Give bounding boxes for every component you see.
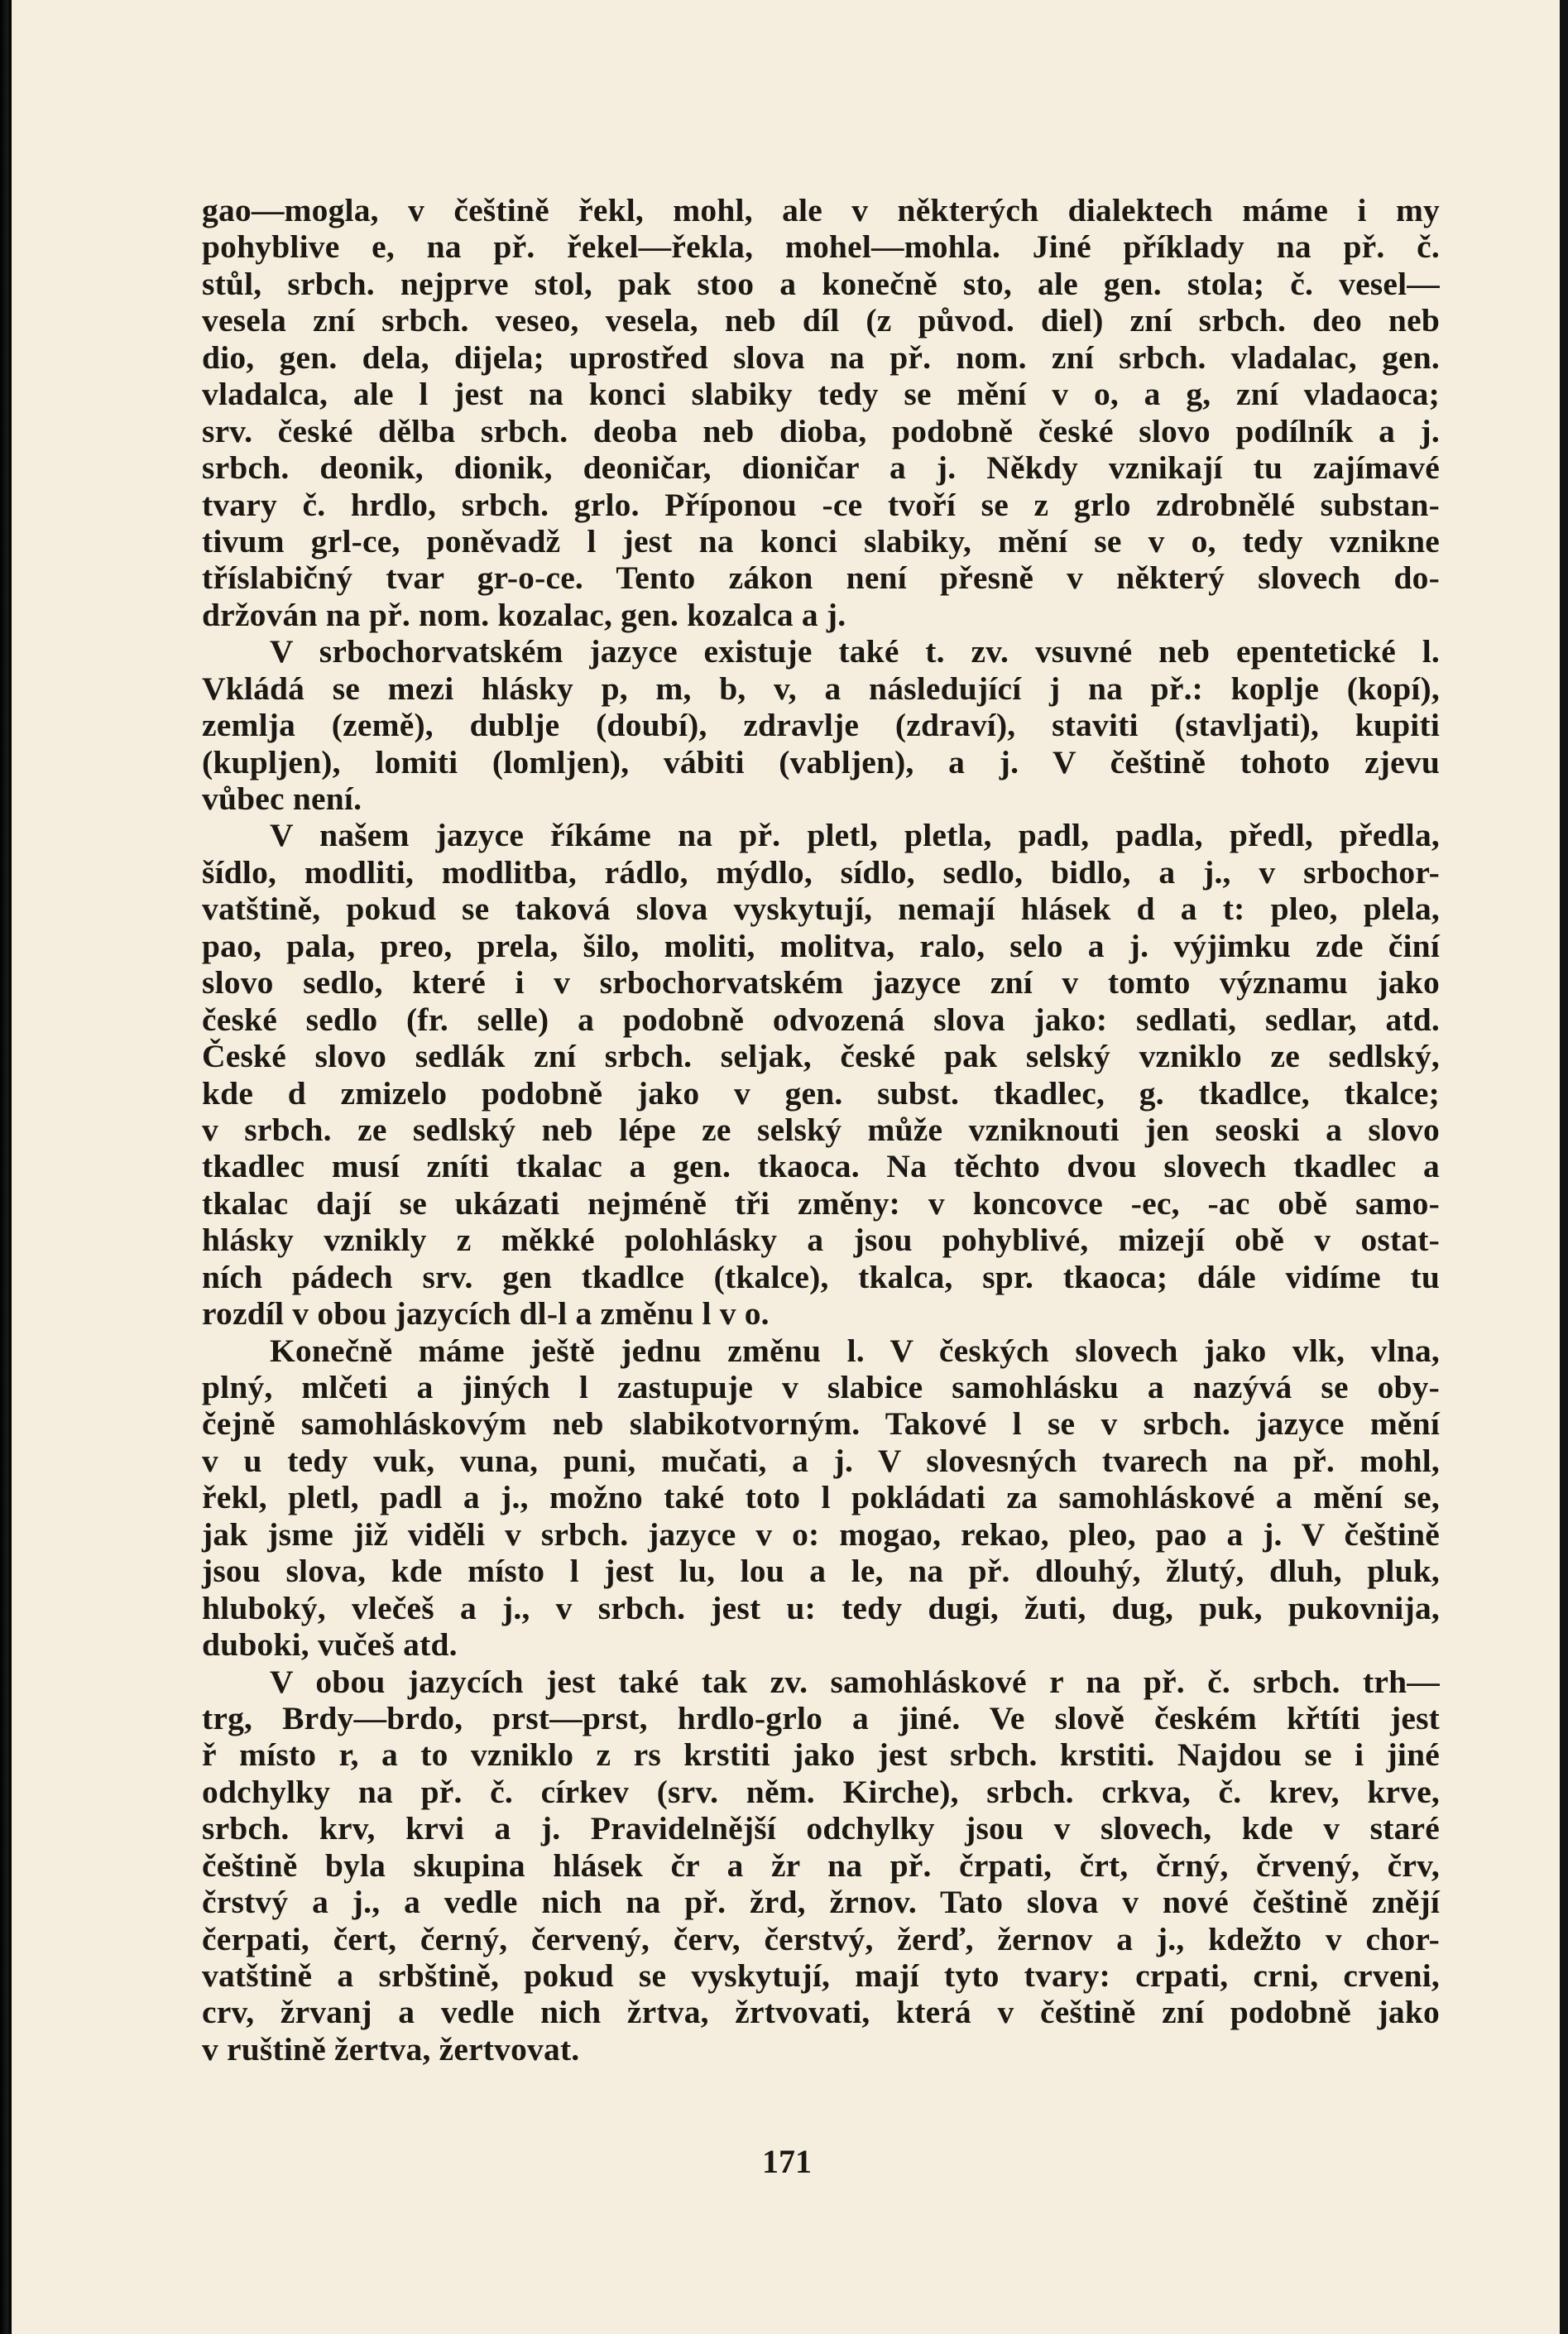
text-line: Vkládá se mezi hlásky p, m, b, v, a následující j na př.: koplje (kopí), xyxy=(202,670,1440,707)
text-line: vesela zní srbch. veseo, vesela, neb díl (z původ. diel) zní srbch. deo neb xyxy=(202,302,1440,339)
page-number: 171 xyxy=(762,2143,812,2180)
text-line: šídlo, modliti, modlitba, rádlo, mýdlo, sídlo, sedlo, bidlo, a j., v srbochor- xyxy=(202,853,1440,891)
text-line: stůl, srbch. nejprve stol, pak stoo a konečně sto, ale gen. stola; č. vesel— xyxy=(202,265,1440,302)
text-line: kde d zmizelo podobně jako v gen. subst. tkadlec, g. tkadlce, tkalce; xyxy=(202,1074,1440,1112)
text-line: tkadlec musí zníti tkalac a gen. tkaoca. Na těchto dvou slovech tkadlec a xyxy=(202,1148,1440,1185)
text-line: v u tedy vuk, vuna, puni, mučati, a j. V slovesných tvarech na př. mohl, xyxy=(202,1442,1440,1479)
text-line: duboki, vučeš atd. xyxy=(202,1626,458,1664)
text-line: tvary č. hrdlo, srbch. grlo. Příponou -ce tvoří se z grlo zdrobnělé substan- xyxy=(202,486,1440,523)
text-line: jak jsme již viděli v srbch. jazyce v o: mogao, rekao, pleo, pao a j. V češtině xyxy=(202,1515,1440,1553)
text-line: srbch. krv, krvi a j. Pravidelnější odchylky jsou v slovech, kde v staré xyxy=(202,1810,1440,1847)
text-line: čejně samohláskovým neb slabikotvorným. Takové l se v srbch. jazyce mění xyxy=(202,1405,1440,1443)
page-right-edge xyxy=(1560,0,1568,2334)
text-line: rozdíl v obou jazycích dl-l a změnu l v o. xyxy=(202,1295,770,1333)
paragraph-start-line: V našem jazyce říkáme na př. pletl, pletla, padl, padla, předl, předla, xyxy=(270,817,1440,854)
text-line: pao, pala, preo, prela, šilo, moliti, molitva, ralo, selo a j. výjimku zde činí xyxy=(202,927,1440,964)
text-line: slovo sedlo, které i v srbochorvatském jazyce zní v tomto významu jako xyxy=(202,964,1440,1001)
text-line: vůbec není. xyxy=(202,780,362,817)
text-line: srbch. deonik, dionik, deoničar, dioničar a j. Někdy vznikají tu zajímavé xyxy=(202,449,1440,487)
text-line: České slovo sedlák zní srbch. seljak, české pak selský vzniklo ze sedlský, xyxy=(202,1038,1440,1075)
text-line: vatštině a srbštině, pokud se vyskytují, mají tyto tvary: crpati, crni, crveni, xyxy=(202,1957,1440,1994)
book-page xyxy=(12,0,1562,2334)
text-line: črstvý a j., a vedle nich na př. žrd, žrnov. Tato slova v nové češtině znějí xyxy=(202,1884,1440,1921)
text-line: gao—mogla, v češtině řekl, mohl, ale v některých dialektech máme i my xyxy=(202,192,1440,228)
text-line: české sedlo (fr. selle) a podobně odvozená slova jako: sedlati, sedlar, atd. xyxy=(202,1001,1440,1038)
text-line: jsou slova, kde místo l jest lu, lou a le, na př. dlouhý, žlutý, dluh, pluk, xyxy=(202,1553,1440,1590)
paragraph-start-line: V srbochorvatském jazyce existuje také t. zv. vsuvné neb epentetické l. xyxy=(270,633,1440,670)
text-line: čerpati, čert, černý, červený, červ, čerstvý, žerď, žernov a j., kdežto v chor- xyxy=(202,1920,1440,1957)
text-line: tivum grl-ce, poněvadž l jest na konci slabiky, mění se v o, tedy vznikne xyxy=(202,522,1440,559)
text-line: odchylky na př. č. církev (srv. něm. Kirche), srbch. crkva, č. krev, krve, xyxy=(202,1773,1440,1810)
text-line: srv. české dělba srbch. deoba neb dioba, podobně české slovo podílník a j. xyxy=(202,412,1440,449)
text-line: češtině byla skupina hlásek čr a žr na př. črpati, črt, črný, črvený, črv, xyxy=(202,1847,1440,1884)
text-line: zemlja (země), dublje (doubí), zdravlje (zdraví), staviti (stavljati), kupiti xyxy=(202,707,1440,744)
body-text xyxy=(202,192,1440,2067)
text-line: tříslabičný tvar gr-o-ce. Tento zákon není přesně v některý slovech do- xyxy=(202,559,1440,597)
paragraph-start-line: V obou jazycích jest také tak zv. samohláskové r na př. č. srbch. trh— xyxy=(270,1663,1440,1700)
text-line: v ruštině žertva, žertvovat. xyxy=(202,2030,580,2067)
text-line: crv, žrvanj a vedle nich žrtva, žrtvovati, která v češtině zní podobně jako xyxy=(202,1994,1440,2031)
text-line: v srbch. ze sedlský neb lépe ze selský může vzniknouti jen seoski a slovo xyxy=(202,1111,1440,1148)
text-line: pohyblive e, na př. řekel—řekla, mohel—mohla. Jiné příklady na př. č. xyxy=(202,228,1440,266)
text-line: tkalac dají se ukázati nejméně tři změny: v koncovce -ec, -ac obě samo- xyxy=(202,1184,1440,1222)
text-line: hluboký, vlečeš a j., v srbch. jest u: tedy dugi, žuti, dug, puk, pukovnija, xyxy=(202,1589,1440,1626)
text-line: držován na př. nom. kozalac, gen. kozalca a j. xyxy=(202,596,846,633)
text-line: vladalca, ale l jest na konci slabiky tedy se mění v o, a g, zní vladaoca; xyxy=(202,376,1440,413)
text-line: ních pádech srv. gen tkadlce (tkalce), tkalca, spr. tkaoca; dále vidíme tu xyxy=(202,1258,1440,1295)
text-line: plný, mlčeti a jiných l zastupuje v slabice samohlásku a nazývá se oby- xyxy=(202,1369,1440,1405)
text-line: (kupljen), lomiti (lomljen), vábiti (vabljen), a j. V češtině tohoto zjevu xyxy=(202,743,1440,780)
text-line: ř místo r, a to vzniklo z rs krstiti jako jest srbch. krstiti. Najdou se i jiné xyxy=(202,1736,1440,1774)
paragraph-start-line: Konečně máme ještě jednu změnu l. V českých slovech jako vlk, vlna, xyxy=(270,1332,1440,1369)
text-line: hlásky vznikly z měkké polohlásky a jsou pohyblivé, mizejí obě v ostat- xyxy=(202,1222,1440,1259)
book-binding-edge xyxy=(0,0,12,2334)
text-line: trg, Brdy—brdo, prst—prst, hrdlo-grlo a jiné. Ve slově českém křtíti jest xyxy=(202,1699,1440,1736)
text-line: řekl, pletl, padl a j., možno také toto l pokládati za samohláskové a mění se, xyxy=(202,1479,1440,1516)
text-line: vatštině, pokud se taková slova vyskytují, nemají hlásek d a t: pleo, plela, xyxy=(202,891,1440,928)
text-line: dio, gen. dela, dijela; uprostřed slova na př. nom. zní srbch. vladalac, gen. xyxy=(202,339,1440,376)
